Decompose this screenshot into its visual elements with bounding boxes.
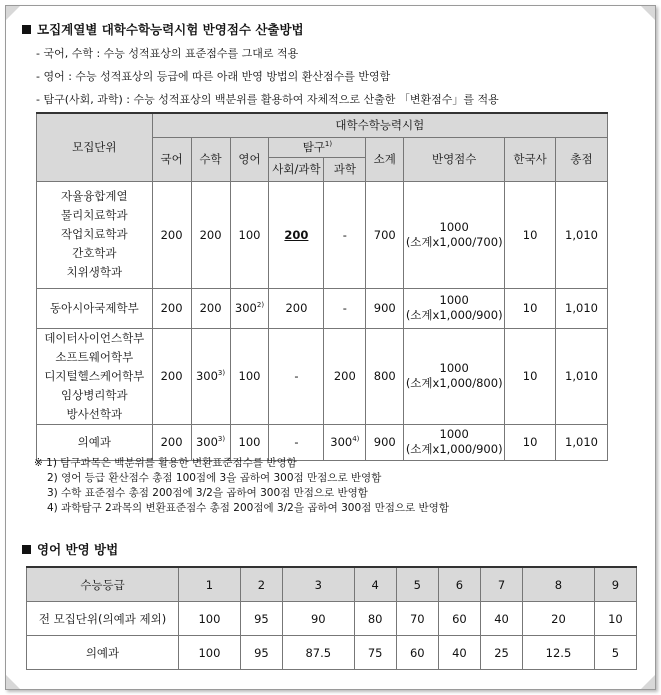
score-cell: 95	[240, 636, 282, 670]
section1-title: 모집계열별 대학수학능력시험 반영점수 산출방법	[22, 20, 304, 38]
bullet-english: - 영어 : 수능 성적표상의 등급에 따른 아래 반영 방법의 환산점수를 반영함	[36, 70, 391, 83]
footnote-2: 2) 영어 등급 환산점수 총점 100점에 3을 곱하여 300점 만점으로 반영함	[47, 472, 382, 484]
corner-decoration	[6, 675, 20, 689]
row-label: 전 모집단위(의예과 제외)	[27, 602, 179, 636]
unit-list: 데이터사이언스학부 소프트웨어학부 디지털헬스케어학부 임상병리학과 방사선학과	[37, 328, 153, 424]
score-cell: 60	[438, 602, 480, 636]
grade-2: 2	[240, 567, 282, 602]
grade-4: 4	[354, 567, 396, 602]
cell-total: 1,010	[556, 288, 608, 328]
header-grade: 수능등급	[27, 567, 179, 602]
grade-6: 6	[438, 567, 480, 602]
score-cell: 10	[594, 602, 636, 636]
cell-english: 100	[230, 181, 269, 288]
cell-subtotal: 800	[366, 328, 404, 424]
header-math: 수학	[191, 137, 230, 181]
corner-decoration	[641, 675, 655, 689]
grade-3: 3	[282, 567, 354, 602]
score-cell: 90	[282, 602, 354, 636]
table-row	[37, 181, 608, 288]
bullet-korean-math: - 국어, 수학 : 수능 성적표상의 표준점수를 그대로 적용	[36, 47, 299, 60]
cell-english: 100	[230, 328, 269, 424]
score-cell: 40	[481, 602, 523, 636]
square-bullet-icon	[22, 25, 31, 34]
section2-title: 영어 반영 방법	[22, 540, 118, 558]
header-korean-history: 한국사	[505, 137, 556, 181]
cell-science: -	[324, 288, 366, 328]
cell-total: 1,010	[556, 328, 608, 424]
cell-korean: 200	[152, 424, 191, 460]
header-korean: 국어	[152, 137, 191, 181]
grade-9: 9	[594, 567, 636, 602]
cell-math: 300$^{3)}$	[191, 328, 230, 424]
score-cell: 87.5	[282, 636, 354, 670]
score-cell: 40	[438, 636, 480, 670]
score-cell: 95	[240, 602, 282, 636]
cell-total: 1,010	[556, 181, 608, 288]
score-cell: 100	[179, 636, 241, 670]
cell-reflected: 1000 (소계x1,000/900)	[404, 288, 505, 328]
unit-list: 자율융합계열 물리치료학과 작업치료학과 간호학과 치위생학과	[37, 181, 153, 288]
grade-1: 1	[179, 567, 241, 602]
header-social-science: 사회/과학	[269, 157, 324, 181]
cell-history: 10	[505, 181, 556, 288]
cell-korean: 200	[152, 288, 191, 328]
cell-social: 200	[269, 181, 324, 288]
grade-8: 8	[523, 567, 595, 602]
score-cell: 60	[396, 636, 438, 670]
cell-history: 10	[505, 288, 556, 328]
score-calculation-table	[36, 112, 608, 461]
table-row	[37, 424, 608, 460]
cell-science: 300$^{4)}$	[324, 424, 366, 460]
footnote-4: 4) 과학탐구 2과목의 변환표준점수 총점 200점에 3/2을 곱하여 300점 만점으로 반영함	[47, 502, 449, 514]
cell-english: 100	[230, 424, 269, 460]
score-cell: 70	[396, 602, 438, 636]
cell-math: 200	[191, 181, 230, 288]
cell-science: 200	[324, 328, 366, 424]
cell-total: 1,010	[556, 424, 608, 460]
score-cell: 25	[481, 636, 523, 670]
corner-decoration	[641, 6, 655, 20]
table-row	[27, 636, 637, 670]
grade-7: 7	[481, 567, 523, 602]
score-cell: 80	[354, 602, 396, 636]
score-cell: 20	[523, 602, 595, 636]
table-row	[37, 288, 608, 328]
row-label: 의예과	[27, 636, 179, 670]
cell-korean: 200	[152, 181, 191, 288]
footnotes	[34, 456, 449, 516]
unit-list: 동아시아국제학부	[37, 288, 153, 328]
table-row	[27, 602, 637, 636]
header-english: 영어	[230, 137, 269, 181]
cell-math: 200	[191, 288, 230, 328]
table-row	[37, 328, 608, 424]
cell-social: -	[269, 328, 324, 424]
square-bullet-icon	[22, 545, 31, 554]
unit-list: 의예과	[37, 424, 153, 460]
cell-reflected: 1000 (소계x1,000/700)	[404, 181, 505, 288]
cell-reflected: 1000 (소계x1,000/800)	[404, 328, 505, 424]
score-cell: 12.5	[523, 636, 595, 670]
header-reflected-score: 반영점수	[404, 137, 505, 181]
cell-history: 10	[505, 328, 556, 424]
cell-subtotal: 700	[366, 181, 404, 288]
english-grade-table	[26, 566, 637, 670]
cell-subtotal: 900	[366, 288, 404, 328]
cell-korean: 200	[152, 328, 191, 424]
cell-social: 200	[269, 288, 324, 328]
cell-social: -	[269, 424, 324, 460]
footnote-1: ※ 1) 탐구과목은 백분위를 활용한 변환표준점수를 반영함	[34, 457, 297, 469]
header-science: 과학	[324, 157, 366, 181]
header-inquiry: 탐구$^{1)}$	[269, 137, 366, 157]
score-cell: 75	[354, 636, 396, 670]
cell-science: -	[324, 181, 366, 288]
cell-history: 10	[505, 424, 556, 460]
cell-math: 300$^{3)}$	[191, 424, 230, 460]
score-cell: 5	[594, 636, 636, 670]
footnote-3: 3) 수학 표준점수 총점 200점에 3/2을 곱하여 300점 만점으로 반영함	[47, 487, 368, 499]
cell-subtotal: 900	[366, 424, 404, 460]
cell-reflected: 1000 (소계x1,000/900)	[404, 424, 505, 460]
header-subtotal: 소계	[366, 137, 404, 181]
header-csat: 대학수학능력시험	[152, 113, 607, 137]
header-total: 총점	[556, 137, 608, 181]
bullet-inquiry: - 탐구(사회, 과학) : 수능 성적표상의 백분위를 활용하여 자체적으로 산출한 「변환점수」를 적용	[36, 93, 499, 106]
header-unit: 모집단위	[37, 113, 153, 181]
corner-decoration	[6, 6, 20, 20]
score-cell: 100	[179, 602, 241, 636]
cell-english: 300$^{2)}$	[230, 288, 269, 328]
grade-5: 5	[396, 567, 438, 602]
